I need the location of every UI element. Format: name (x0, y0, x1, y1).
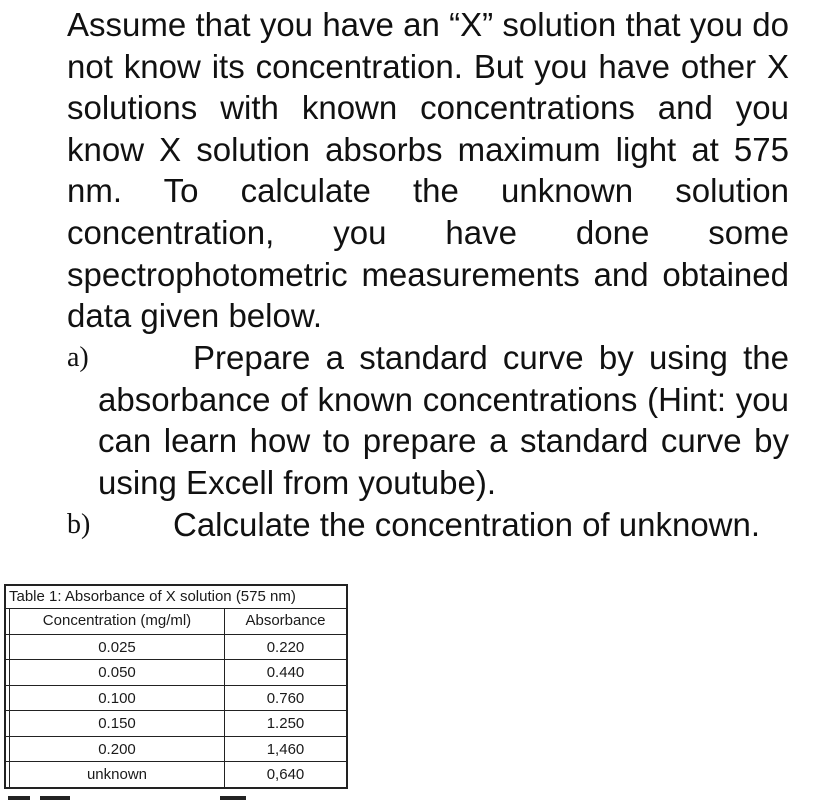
table-row (6, 686, 346, 712)
question-a-marker: a) (67, 342, 89, 373)
header-concentration: Concentration (mg/ml) (9, 609, 225, 634)
question-b-text: Calculate the concentration of unknown. (173, 506, 761, 543)
table-row (6, 635, 346, 661)
concentration-cell: 0.050 (9, 660, 225, 685)
table-row (6, 711, 346, 737)
absorbance-cell: 1.250 (266, 715, 305, 732)
concentration-cell: 0.025 (9, 635, 225, 660)
concentration-cell: 0.150 (9, 711, 225, 736)
table-row (6, 737, 346, 763)
concentration-cell: unknown (9, 762, 225, 787)
question-b (67, 504, 789, 546)
fragment-mark (8, 796, 30, 800)
table-caption: Table 1: Absorbance of X solution (575 nm) (6, 586, 346, 609)
fragment-mark (40, 796, 70, 800)
absorbance-cell: 1,460 (266, 740, 305, 758)
problem-statement: Assume that you have an “X” solution that you do not know its concentration. But you have other X solutions with known concentrations and you know X solution absorbs maximum light at 575 nm. To calculate the unknown solution concentration, you have done some spectrophotometric measurements and obtained data given below. (67, 6, 789, 335)
fragment-mark (220, 796, 246, 800)
table-row (6, 762, 346, 787)
absorbance-cell: 0.760 (266, 689, 305, 707)
absorbance-table (4, 584, 348, 789)
concentration-cell: 0.100 (9, 686, 225, 711)
question-a (67, 337, 789, 503)
cropped-text-fragment (0, 793, 829, 800)
concentration-cell: 0.200 (9, 737, 225, 762)
absorbance-cell: 0.440 (266, 664, 305, 681)
table-row (6, 660, 346, 686)
question-a-text: Prepare a standard curve by using the absorbance of known concentrations (Hint: you can learn how to prepare a standard curve by using Excell from youtube). (98, 339, 789, 501)
table-header-row (6, 609, 346, 635)
absorbance-cell: 0,640 (266, 766, 305, 783)
header-absorbance: Absorbance (245, 612, 326, 629)
question-b-marker: b) (67, 509, 91, 540)
absorbance-cell: 0.220 (266, 638, 305, 656)
